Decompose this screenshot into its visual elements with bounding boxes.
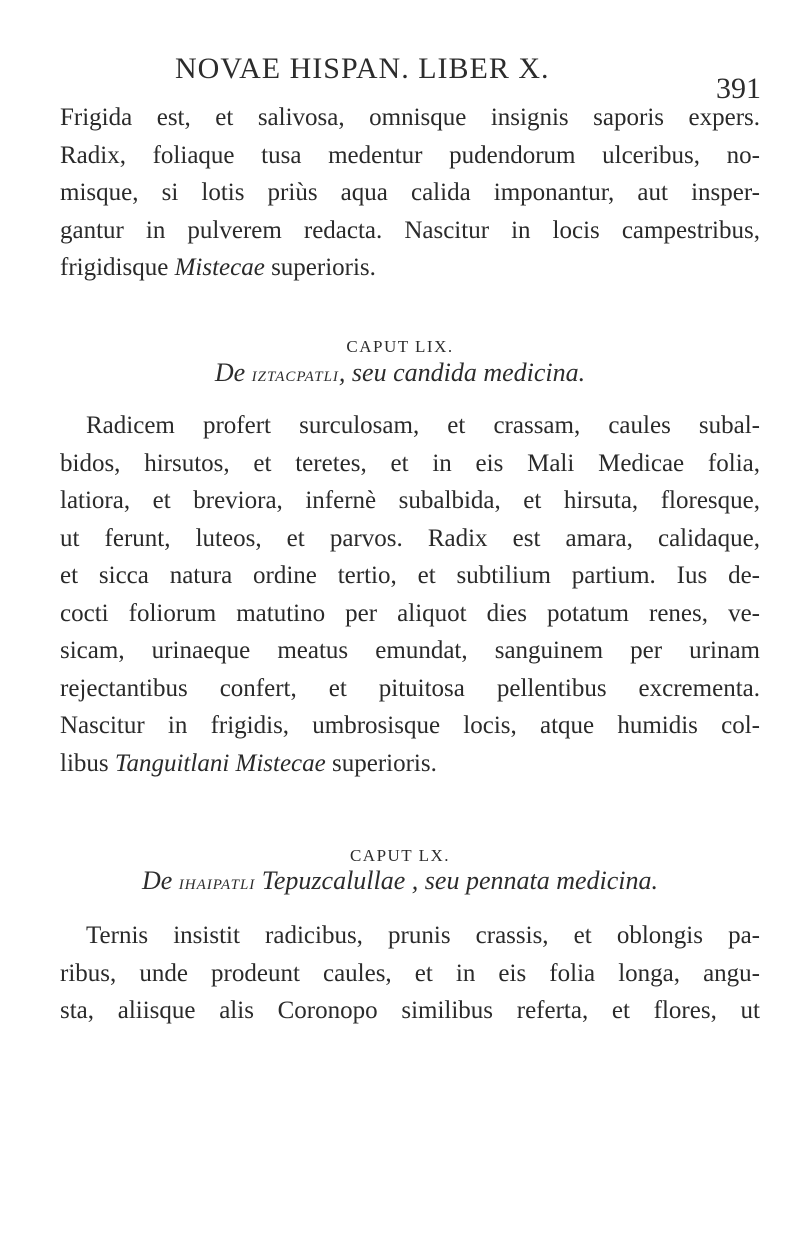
text-line: Frigida est, et salivosa, omnisque insignis saporis expers. xyxy=(60,104,760,131)
chapter-number: CAPUT LIX. xyxy=(346,337,454,356)
text-line: cocti foliorum matutino per aliquot dies potatum renes, ve- xyxy=(60,599,760,627)
paragraph-continuation xyxy=(60,99,760,287)
text-line: sta, aliisque alis Coronopo similibus referta, et flores, ut xyxy=(60,997,760,1024)
text-line: rejectantibus confert, et pituitosa pellentibus excrementa. xyxy=(60,674,760,702)
text-line: latiora, et breviora, infernè subalbida, et hirsuta, floresque, xyxy=(60,487,760,514)
text-line: Radicem profert surculosam, et crassam, caules subal- xyxy=(86,412,760,439)
text-line: frigidisque Mistecae superioris. xyxy=(60,254,376,281)
text-line: libus Tanguitlani Mistecae superioris. xyxy=(60,749,437,777)
chapter-title: De ihaipatli Tepuzcalullae , seu pennata medicina. xyxy=(141,866,659,895)
text-line: ribus, unde prodeunt caules, et in eis folia longa, angu- xyxy=(60,959,760,987)
text-line: Nascitur in frigidis, umbrosisque locis, atque humidis col- xyxy=(60,712,760,739)
text-line: bidos, hirsutos, et teretes, et in eis Mali Medicae folia, xyxy=(60,449,760,477)
chapter-title: De iztacpatli, seu candida medicina. xyxy=(214,358,586,387)
paragraph-chapter-59 xyxy=(60,407,760,782)
page-number: 391 xyxy=(716,72,761,105)
chapter-number: CAPUT LX. xyxy=(349,846,451,865)
text-line: misque, si lotis priùs aqua calida imponantur, aut insper- xyxy=(60,179,760,206)
running-head: NOVAE HISPAN. LIBER X. xyxy=(175,52,550,85)
text-line: sicam, urinaeque meatus emundat, sanguinem per urinam xyxy=(60,637,760,664)
text-line: Ternis insistit radicibus, prunis crassis, et oblongis pa- xyxy=(86,922,760,949)
text-line: et sicca natura ordine tertio, et subtilium partium. Ius de- xyxy=(60,562,760,589)
text-line: Radix, foliaque tusa medentur pudendorum ulceribus, no- xyxy=(60,141,760,169)
text-line: gantur in pulverem redacta. Nascitur in locis campestribus, xyxy=(60,216,760,244)
paragraph-chapter-60 xyxy=(60,917,760,1030)
text-line: ut ferunt, luteos, et parvos. Radix est amara, calidaque, xyxy=(60,524,760,552)
